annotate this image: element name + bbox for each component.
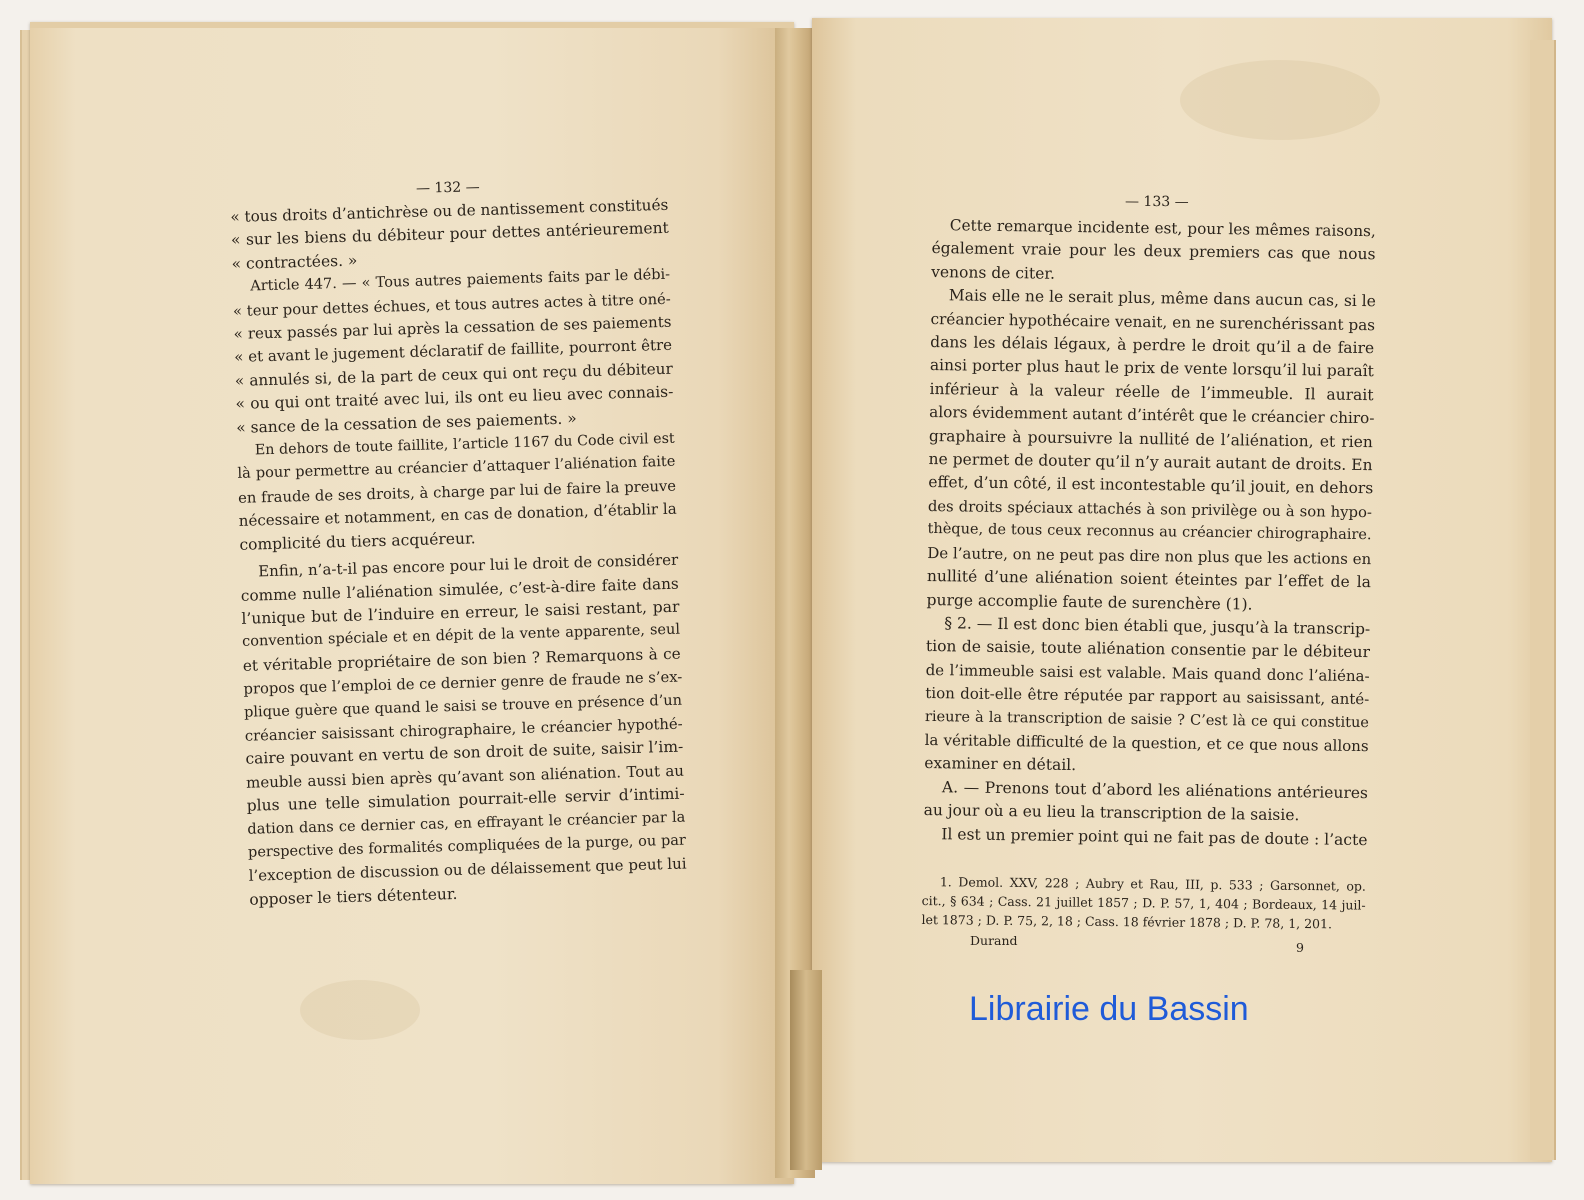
text-line: créancier hypothécaire venait, en ne surenchérissant pas bbox=[930, 309, 1376, 334]
text-line: au jour où a eu lieu la transcription de la saisie. bbox=[923, 801, 1300, 825]
text-line: nullité d’une aliénation soient éteintes par l’effet de la bbox=[926, 567, 1372, 592]
text-line: en fraude de ses droits, à charge par lui de faire la preuve bbox=[237, 477, 677, 507]
paper-stain bbox=[1180, 60, 1380, 140]
footnote-line: cit., § 634 ; Cass. 21 juillet 1857 ; D. P. 57, 1, 404 ; Bordeaux, 14 juil- bbox=[921, 892, 1366, 913]
spine-lower-binding bbox=[790, 970, 822, 1170]
text-line: « teur pour dettes échues, et tous autres actes à titre oné- bbox=[232, 290, 672, 320]
footnotes bbox=[921, 872, 1366, 934]
left-page-number: — 132 — bbox=[415, 179, 480, 197]
text-line: effet, d’un côté, il est incontestable qu’il jouit, en dehors bbox=[928, 473, 1374, 498]
text-line: Enfin, n’a-t-il pas encore pour lui le droit de considérer bbox=[257, 550, 679, 581]
text-line: de l’immeuble saisi est valable. Mais quand donc l’aliéna- bbox=[925, 660, 1370, 685]
text-line: ainsi porter plus haut le prix de vente lorsqu’il lui paraît bbox=[929, 356, 1374, 381]
text-line: caire pouvant en vertu de son droit de suite, saisir l’im- bbox=[245, 737, 684, 769]
text-line: « reux passés par lui après la cessation de ses paiements bbox=[233, 312, 672, 343]
text-line: A. — Prenons tout d’abord les aliénations antérieures bbox=[941, 777, 1369, 802]
text-line: Article 447. — « Tous autres paiements faits par le débi- bbox=[250, 266, 671, 295]
text-line: Mais elle ne le serait plus, même dans aucun cas, si le bbox=[948, 286, 1376, 311]
printer-signature: Durand bbox=[970, 933, 1018, 948]
text-line: et véritable propriétaire de son bien ? Remarquons à ce bbox=[242, 644, 681, 675]
text-line: créancier saisissant chirographaire, le créancier hypothé- bbox=[244, 715, 683, 745]
footnote-line: 1. Demol. XXV, 228 ; Aubry et Rau, III, p. 533 ; Garsonnet, op. bbox=[939, 874, 1366, 894]
text-line: également vraie pour les deux premiers cas que nous bbox=[931, 239, 1376, 264]
left-page-text bbox=[230, 194, 688, 912]
text-line: inférieur à la valeur réelle de l’immeuble. Il aurait bbox=[929, 379, 1374, 405]
text-line: « annulés si, de la part de ceux qui ont reçu du débiteur bbox=[234, 359, 673, 390]
text-line: meuble aussi bien après qu’avant son aliénation. Tout au bbox=[245, 761, 685, 792]
text-line: « sur les biens du débiteur pour dettes antérieurement bbox=[230, 219, 670, 250]
text-line: comme nulle l’aliénation simulée, c’est-à-dire faite dans bbox=[240, 574, 679, 605]
text-line: l’unique but de l’induire en erreur, le saisi restant, par bbox=[241, 597, 680, 628]
watermark-text: Librairie du Bassin bbox=[969, 990, 1249, 1028]
text-line: examiner en détail. bbox=[924, 754, 1077, 775]
text-line: De l’autre, on ne peut pas dire non plus que les actions en bbox=[927, 543, 1372, 568]
text-line: « contractées. » bbox=[231, 251, 358, 273]
text-line: « tous droits d’antichrèse ou de nantissement constitués bbox=[230, 195, 669, 226]
paper-stain bbox=[300, 980, 420, 1040]
text-line: propos que l’emploi de ce dernier genre de fraude ne s’ex- bbox=[243, 668, 683, 698]
text-line: purge accomplie faute de surenchère (1). bbox=[926, 590, 1253, 614]
text-line: § 2. — Il est donc bien établi que, jusqu’à la transcrip- bbox=[944, 614, 1371, 639]
text-line: « sance de la cessation de ses paiements. » bbox=[235, 409, 577, 437]
text-line: tion doit-elle être réputée par rapport au saisissant, anté- bbox=[925, 684, 1370, 709]
text-line: complicité du tiers acquéreur. bbox=[239, 528, 476, 554]
text-line: tion de saisie, toute aliénation consentie par le débiteur bbox=[925, 637, 1371, 662]
text-line: thèque, de tous ceux reconnus au créancier chirographaire. bbox=[927, 521, 1372, 544]
text-line: « ou qui ont traité avec lui, ils ont eu lieu avec connais- bbox=[235, 382, 674, 414]
text-line: plus une telle simulation pourrait-elle servir d’intimi- bbox=[246, 784, 685, 815]
text-line: là pour permettre au créancier d’attaquer l’aliénation faite bbox=[237, 454, 676, 483]
text-line: dans les délais légaux, à perdre le droit qu’il a de faire bbox=[930, 333, 1375, 358]
text-line: dation dans ce dernier cas, en effrayant le créancier par la bbox=[247, 809, 686, 838]
text-line: ne permet de douter qu’il n’y aurait autant de droits. En bbox=[928, 450, 1373, 475]
text-line: Il est un premier point qui ne fait pas de doute : l’acte bbox=[941, 824, 1368, 849]
right-page-number: — 133 — bbox=[1124, 193, 1189, 211]
text-line: alors évidemment autant d’intérêt que le créancier chiro- bbox=[929, 403, 1375, 428]
text-line: l’exception de discussion ou de délaissement que peut lui bbox=[248, 854, 687, 886]
text-line: rieure à la transcription de saisie ? C’est là ce qui constitue bbox=[924, 708, 1370, 731]
text-line: perspective des formalités compliquées de la purge, ou par bbox=[247, 832, 687, 861]
text-line: la véritable difficulté de la question, et ce que nous allons bbox=[924, 730, 1369, 756]
text-line: « et avant le jugement déclaratif de faillite, pourront être bbox=[233, 336, 673, 367]
text-line: venons de citer. bbox=[931, 262, 1056, 283]
right-page-edge bbox=[1530, 40, 1556, 1160]
text-line: des droits spéciaux attachés à son privilège ou à son hypo- bbox=[927, 497, 1372, 522]
text-line: nécessaire et notamment, en cas de donation, d’établir la bbox=[238, 499, 677, 531]
footnote-line: let 1873 ; D. P. 75, 2, 18 ; Cass. 18 février 1878 ; D. P. 78, 1, 201. bbox=[921, 911, 1333, 932]
right-page-text bbox=[923, 214, 1376, 852]
text-line: plique guère que quand le saisi se trouve en présence d’un bbox=[243, 692, 683, 721]
signature-number: 9 bbox=[1296, 940, 1304, 955]
text-line: convention spéciale et en dépit de la vente apparente, seul bbox=[241, 621, 681, 651]
text-line: graphaire à poursuivre la nullité de l’aliénation, et rien bbox=[928, 426, 1373, 451]
text-line: Cette remarque incidente est, pour les mêmes raisons, bbox=[949, 216, 1376, 241]
text-line: En dehors de toute faillite, l’article 1167 du Code civil est bbox=[254, 430, 675, 459]
text-line: opposer le tiers détenteur. bbox=[249, 884, 458, 909]
